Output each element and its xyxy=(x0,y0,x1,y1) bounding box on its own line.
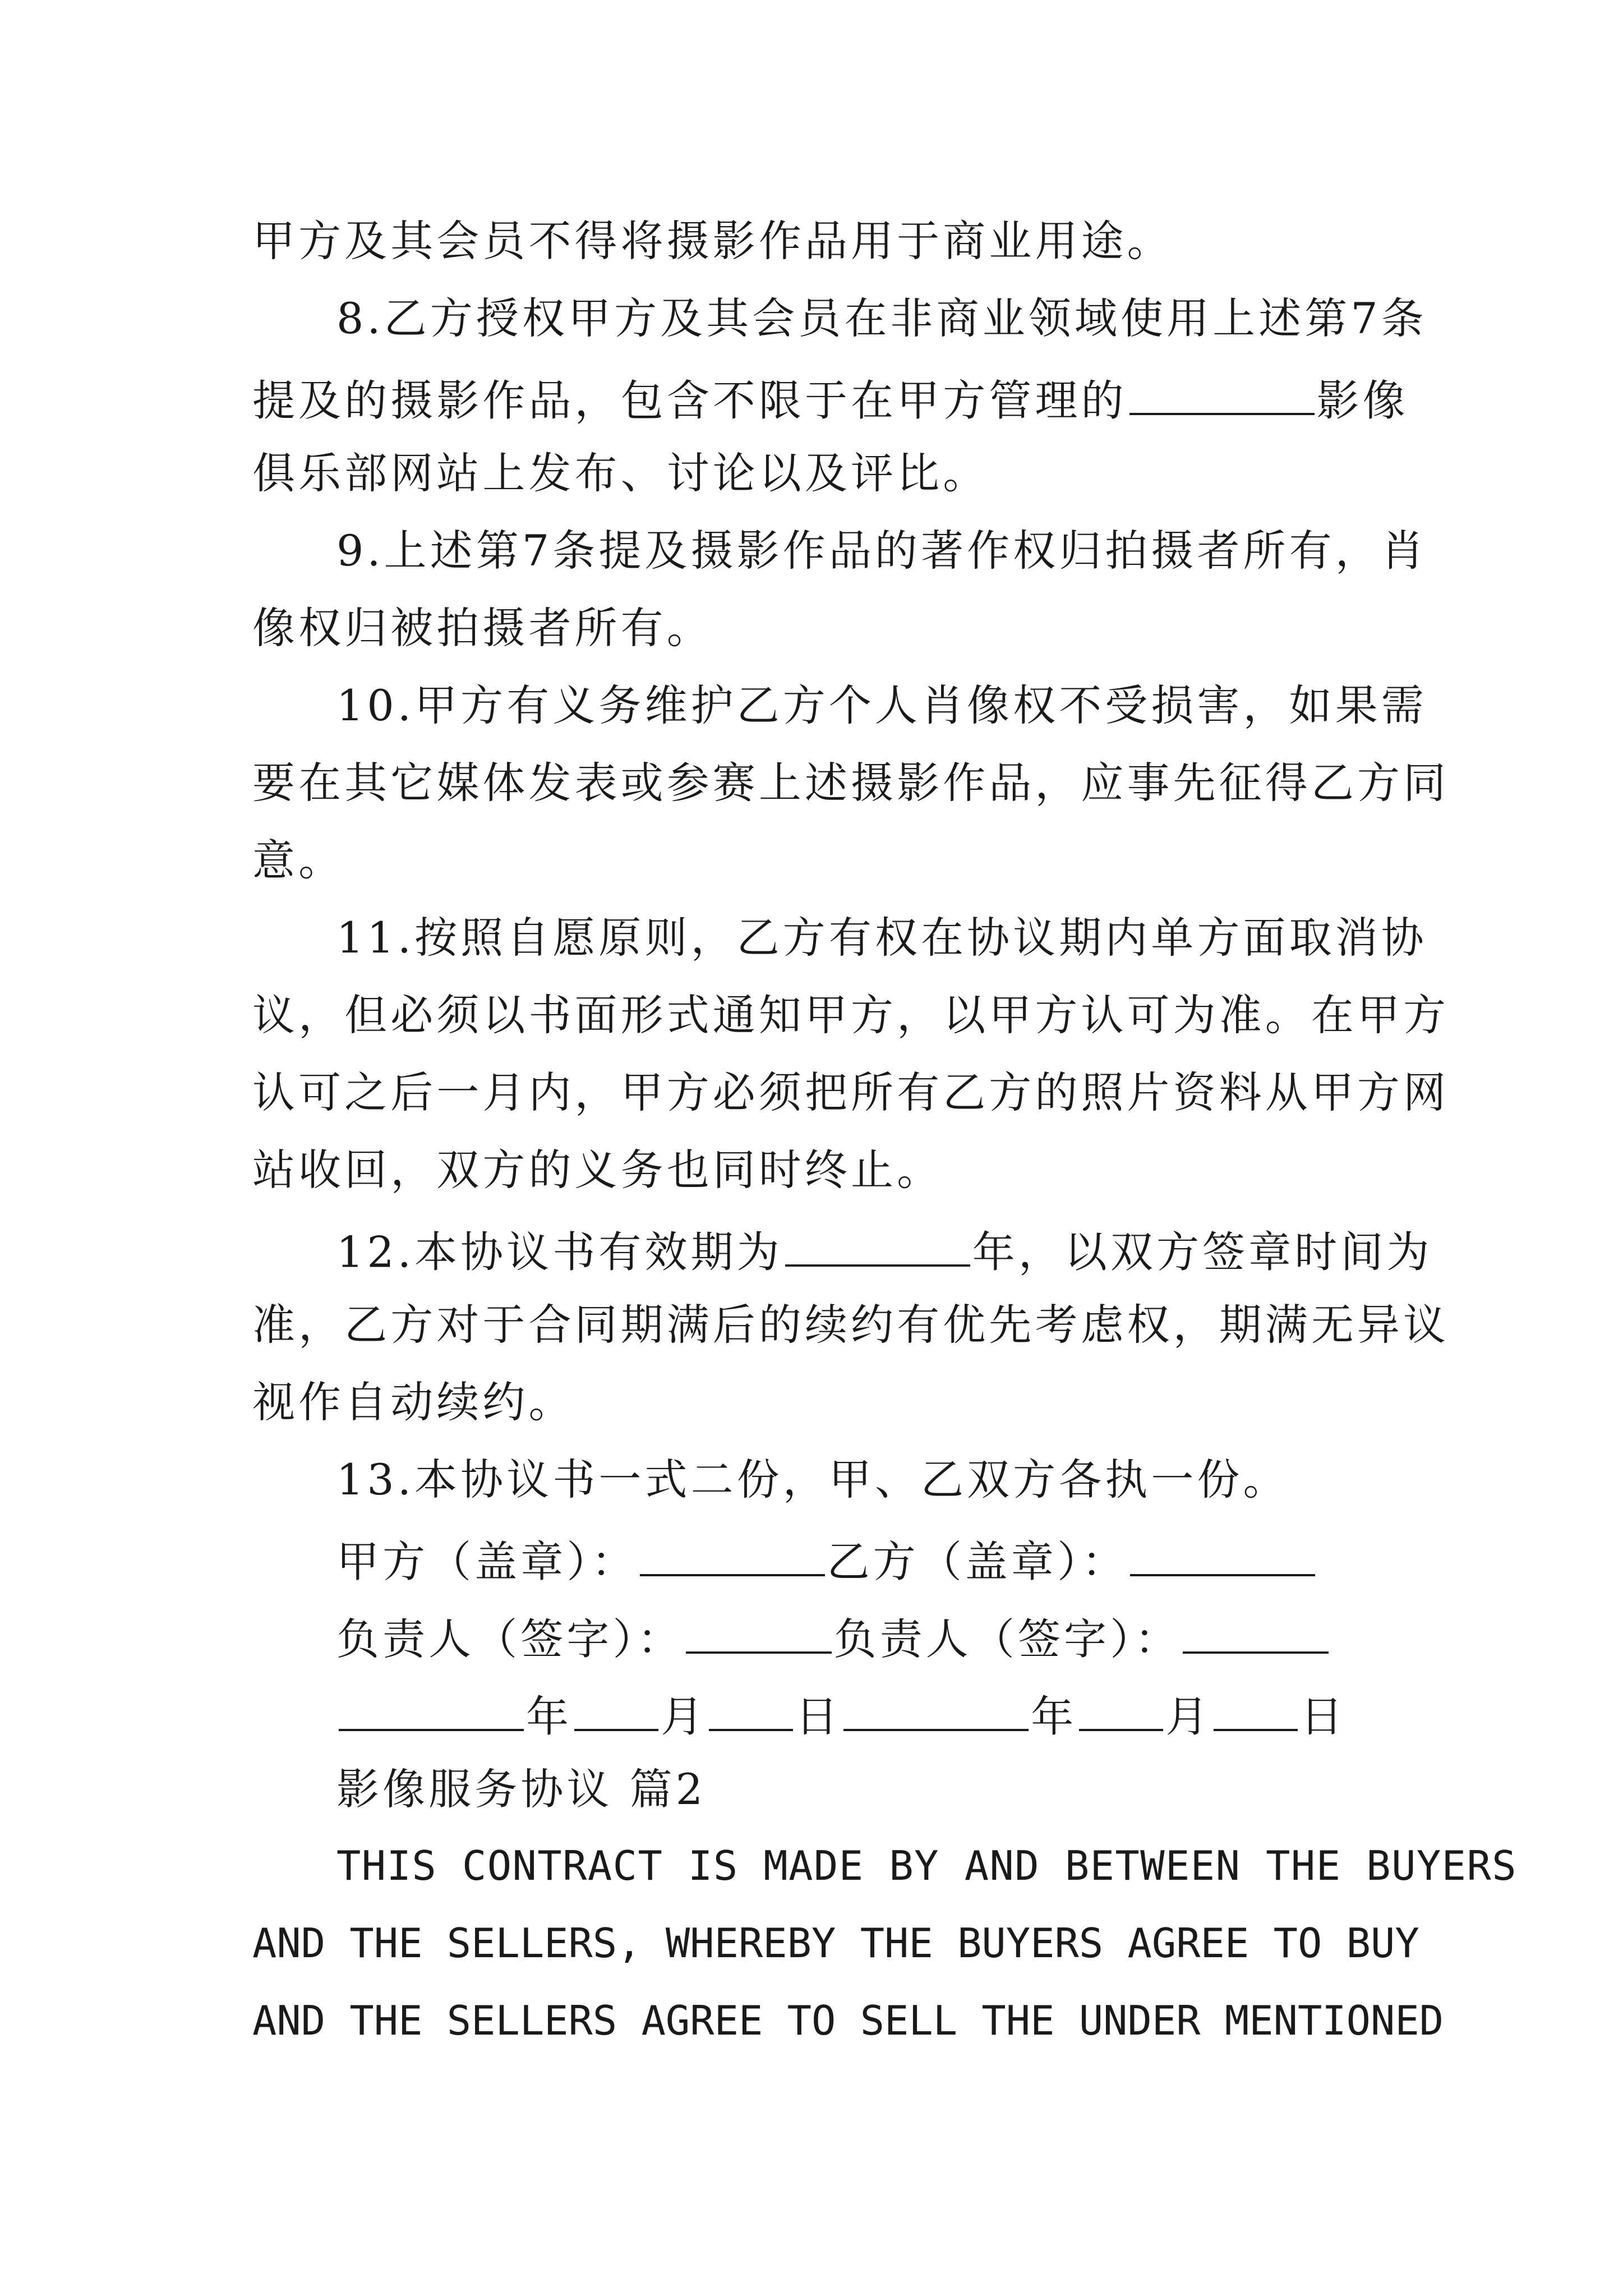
clause-10-line-2: 要在其它媒体发表或参赛上述摄影作品，应事先征得乙方同 xyxy=(252,758,1450,808)
party-b-head-label: 负责人（签字）： xyxy=(833,1614,1181,1664)
party-a-head-label: 负责人（签字）： xyxy=(336,1614,684,1664)
year-label: 年 xyxy=(526,1691,573,1742)
clause-12-text-tail: 年，以双方签章时间为 xyxy=(972,1227,1433,1277)
party-b-sign-blank xyxy=(1183,1613,1329,1654)
clause-12-text: 12.本协议书有效期为 xyxy=(336,1227,783,1277)
date-line xyxy=(336,1691,1347,1742)
day-label: 日 xyxy=(1300,1691,1347,1742)
seal-line xyxy=(336,1536,1317,1587)
clause-9-line-1: 9.上述第7条提及摄影作品的著作权归拍摄者所有，肖 xyxy=(336,526,1427,576)
clause-8-text-tail: 影像 xyxy=(1316,375,1409,426)
clause-11-line-3: 认可之后一月内，甲方必须把所有乙方的照片资料从甲方网 xyxy=(252,1068,1450,1117)
signature-line xyxy=(336,1613,1331,1664)
month-label: 月 xyxy=(661,1691,707,1742)
day-label: 日 xyxy=(795,1691,842,1742)
party-a-seal-blank xyxy=(640,1536,825,1576)
month-label: 月 xyxy=(1165,1691,1212,1742)
clause-10-line-3: 意。 xyxy=(252,835,345,885)
clause-11-line-4: 站收回，双方的义务也同时终止。 xyxy=(252,1145,943,1195)
clause-13-line: 13.本协议书一式二份，甲、乙双方各执一份。 xyxy=(336,1455,1289,1504)
month-blank xyxy=(574,1691,658,1731)
english-line-2: AND THE SELLERS, WHEREBY THE BUYERS AGREE TO BUY xyxy=(252,1920,1419,1967)
party-a-seal-label: 甲方（盖章）： xyxy=(336,1536,638,1587)
clause-12-line-1 xyxy=(336,1226,1433,1277)
english-line-3: AND THE SELLERS AGREE TO SELL THE UNDER MENTIONED xyxy=(252,1997,1444,2044)
year-blank xyxy=(339,1691,524,1731)
clause-8-line-1: 8.乙方授权甲方及其会员在非商业领域使用上述第7条 xyxy=(336,293,1427,343)
clause-11-line-2: 议，但必须以书面形式通知甲方，以甲方认可为准。在甲方 xyxy=(252,990,1450,1040)
party-b-seal-label: 乙方（盖章）： xyxy=(827,1536,1128,1587)
clause-11-line-1: 11.按照自愿原则，乙方有权在协议期内单方面取消协 xyxy=(336,913,1427,963)
clause-8-text: 提及的摄影作品，包含不限于在甲方管理的 xyxy=(252,375,1127,426)
day-blank xyxy=(1214,1691,1298,1731)
year-label: 年 xyxy=(1031,1691,1077,1742)
blank-field xyxy=(1129,375,1315,415)
year-blank xyxy=(843,1691,1029,1731)
clause-9-line-2: 像权归被拍摄者所有。 xyxy=(252,603,713,653)
clause-12-line-2: 准，乙方对于合同期满后的续约有优先考虑权，期满无异议 xyxy=(252,1300,1450,1350)
section-title: 影像服务协议 篇2 xyxy=(336,1764,707,1814)
month-blank xyxy=(1079,1691,1163,1731)
clause-8-line-3: 俱乐部网站上发布、讨论以及评比。 xyxy=(252,448,989,498)
clause-10-line-1: 10.甲方有义务维护乙方个人肖像权不受损害，如果需 xyxy=(336,680,1427,730)
day-blank xyxy=(709,1691,793,1731)
party-a-sign-blank xyxy=(686,1613,832,1654)
blank-field xyxy=(785,1226,970,1267)
english-line-1: THIS CONTRACT IS MADE BY AND BETWEEN THE BUYERS xyxy=(336,1842,1518,1889)
clause-12-line-3: 视作自动续约。 xyxy=(252,1377,575,1427)
party-b-seal-blank xyxy=(1130,1536,1315,1576)
text-line: 甲方及其会员不得将摄影作品用于商业用途。 xyxy=(252,216,1173,266)
clause-8-line-2 xyxy=(252,375,1409,426)
